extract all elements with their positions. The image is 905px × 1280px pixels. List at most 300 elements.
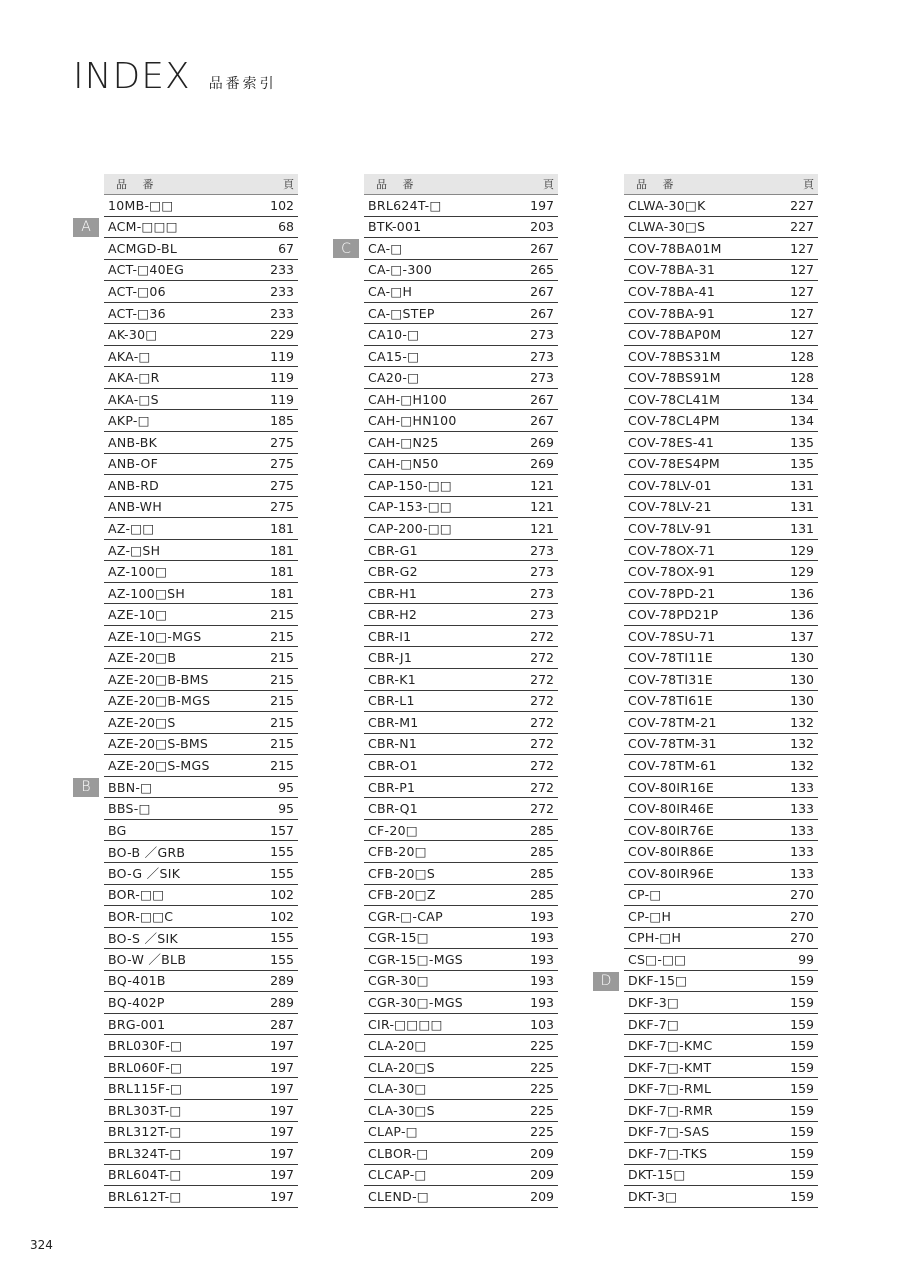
page-reference: 215 xyxy=(270,757,294,773)
part-number: CFB-20□ xyxy=(368,844,427,860)
index-row xyxy=(104,1186,298,1208)
index-row xyxy=(364,410,558,432)
index-row xyxy=(104,647,298,669)
part-number: ACMGD-BL xyxy=(108,240,178,256)
index-row xyxy=(104,928,298,950)
page-reference: 193 xyxy=(530,973,554,989)
index-row xyxy=(624,475,818,497)
column-header xyxy=(364,174,558,195)
page-reference: 159 xyxy=(790,1016,814,1032)
index-row xyxy=(624,734,818,756)
index-row xyxy=(364,1186,558,1208)
part-number: CA-□STEP xyxy=(368,305,435,321)
index-row xyxy=(624,497,818,519)
page-reference: 203 xyxy=(530,219,554,235)
index-row xyxy=(624,1078,818,1100)
page-reference: 159 xyxy=(790,1038,814,1054)
page-reference: 102 xyxy=(270,908,294,924)
page-reference: 131 xyxy=(790,499,814,515)
index-column-3 xyxy=(600,174,818,1208)
page-reference: 197 xyxy=(270,1145,294,1161)
part-number: COV-78TI61E xyxy=(628,693,714,709)
index-row xyxy=(624,604,818,626)
part-number: BO-S ／SIK xyxy=(108,930,178,946)
part-number: AK-30□ xyxy=(108,327,158,343)
index-row xyxy=(364,217,558,239)
page-reference: 121 xyxy=(530,477,554,493)
page-reference: 127 xyxy=(790,305,814,321)
index-row xyxy=(624,238,818,260)
part-number: COV-78BAP0M xyxy=(628,327,722,343)
index-row xyxy=(104,798,298,820)
part-number: AKA-□S xyxy=(108,391,159,407)
page-reference: 159 xyxy=(790,1081,814,1097)
part-number: COV-80IR86E xyxy=(628,844,715,860)
part-number: BRL115F-□ xyxy=(108,1081,183,1097)
part-number: DKT-3□ xyxy=(628,1188,678,1204)
index-list xyxy=(600,195,818,1208)
index-row xyxy=(104,561,298,583)
page-reference: 233 xyxy=(270,283,294,299)
part-number: CBR-H1 xyxy=(368,585,418,601)
index-row xyxy=(104,1057,298,1079)
part-number: CLBOR-□ xyxy=(368,1145,429,1161)
part-number: CGR-30□-MGS xyxy=(368,995,464,1010)
index-row xyxy=(364,518,558,540)
page-subtitle: 品番索引 xyxy=(208,76,277,92)
part-number: DKF-7□-KMC xyxy=(628,1038,713,1054)
part-number: BO-W ／BLB xyxy=(108,952,187,968)
part-number: BRL604T-□ xyxy=(108,1167,182,1183)
index-row xyxy=(364,1035,558,1057)
part-number: CAH-□N50 xyxy=(368,456,439,472)
page-reference: 289 xyxy=(270,973,294,989)
part-number: DKF-15□ xyxy=(628,973,688,989)
page-reference: 159 xyxy=(790,1124,814,1140)
page-reference: 193 xyxy=(530,951,554,967)
page-reference: 225 xyxy=(530,1038,554,1054)
part-number: CAP-153-□□ xyxy=(368,499,453,515)
index-row xyxy=(104,324,298,346)
index-column-2 xyxy=(341,174,558,1208)
part-number: CLWA-30□K xyxy=(628,197,706,213)
page-reference: 269 xyxy=(530,456,554,472)
index-row xyxy=(364,841,558,863)
index-row xyxy=(104,540,298,562)
part-number: CGR-□-CAP xyxy=(368,908,443,924)
index-row xyxy=(364,346,558,368)
part-number: ANB-OF xyxy=(108,456,159,472)
index-row xyxy=(600,971,818,993)
index-row xyxy=(624,669,818,691)
page-reference: 119 xyxy=(270,348,294,364)
part-number: CA15-□ xyxy=(368,348,420,364)
page-reference: 135 xyxy=(790,456,814,472)
page-reference: 270 xyxy=(790,908,814,924)
index-row xyxy=(624,992,818,1014)
part-number: CBR-Q1 xyxy=(368,801,419,817)
page-reference: 128 xyxy=(790,370,814,386)
part-number: CBR-J1 xyxy=(368,650,413,666)
index-row xyxy=(364,928,558,950)
index-row xyxy=(104,303,298,325)
page-reference: 273 xyxy=(530,607,554,623)
page-reference: 272 xyxy=(530,779,554,795)
part-number: BRG-001 xyxy=(108,1016,166,1032)
page-reference: 133 xyxy=(790,822,814,838)
page-reference: 159 xyxy=(790,995,814,1010)
index-row xyxy=(624,928,818,950)
index-row xyxy=(364,540,558,562)
page-reference: 267 xyxy=(530,413,554,429)
page-reference: 272 xyxy=(530,693,554,709)
page-reference: 197 xyxy=(270,1102,294,1118)
part-number: COV-78LV-91 xyxy=(628,520,712,536)
index-row xyxy=(104,454,298,476)
part-number: DKT-15□ xyxy=(628,1167,686,1183)
part-number: AZ-100□ xyxy=(108,564,168,580)
part-number: CAH-□N25 xyxy=(368,434,439,450)
index-row xyxy=(364,885,558,907)
index-row xyxy=(624,863,818,885)
index-row xyxy=(624,626,818,648)
page-reference: 215 xyxy=(270,650,294,666)
page-reference: 181 xyxy=(270,520,294,536)
index-row xyxy=(624,389,818,411)
page-reference: 285 xyxy=(530,844,554,860)
index-row xyxy=(104,432,298,454)
part-number: BRL060F-□ xyxy=(108,1059,183,1075)
page-reference: 133 xyxy=(790,779,814,795)
page-reference: 215 xyxy=(270,714,294,730)
index-row xyxy=(364,669,558,691)
part-number: CA20-□ xyxy=(368,370,420,386)
part-number: CBR-G1 xyxy=(368,542,418,558)
page-reference: 128 xyxy=(790,348,814,364)
index-row xyxy=(81,777,298,799)
page-reference: 272 xyxy=(530,671,554,687)
part-number: BRL303T-□ xyxy=(108,1102,182,1118)
page-reference: 215 xyxy=(270,693,294,709)
part-number: AKA-□R xyxy=(108,370,160,386)
index-row xyxy=(104,626,298,648)
index-row xyxy=(104,497,298,519)
page-reference: 68 xyxy=(278,219,294,235)
part-number: COV-78OX-91 xyxy=(628,564,716,580)
page-reference: 272 xyxy=(530,736,554,752)
part-number: COV-80IR76E xyxy=(628,822,715,838)
index-row xyxy=(364,1078,558,1100)
page-reference: 132 xyxy=(790,714,814,730)
index-row xyxy=(624,949,818,971)
index-row xyxy=(104,712,298,734)
index-row xyxy=(364,777,558,799)
part-number: COV-78TI11E xyxy=(628,650,714,666)
page-reference: 225 xyxy=(530,1081,554,1097)
part-number: BRL312T-□ xyxy=(108,1124,182,1140)
part-number: BBN-□ xyxy=(108,779,153,795)
page-reference: 129 xyxy=(790,542,814,558)
part-number: AKA-□ xyxy=(108,348,151,364)
page-reference: 225 xyxy=(530,1059,554,1075)
part-number: COV-78CL41M xyxy=(628,391,721,407)
index-row xyxy=(104,260,298,282)
part-number: AZE-20□B xyxy=(108,650,177,666)
page-reference: 127 xyxy=(790,262,814,278)
part-number: DKF-7□-RMR xyxy=(628,1102,713,1118)
part-number: CA-□H xyxy=(368,283,413,299)
page-reference: 193 xyxy=(530,930,554,946)
page-reference: 155 xyxy=(270,844,294,860)
index-row xyxy=(624,324,818,346)
part-number: COV-78BS31M xyxy=(628,348,721,364)
part-number: CAH-□H100 xyxy=(368,391,447,407)
part-number: CP-□ xyxy=(628,887,662,903)
page-reference: 181 xyxy=(270,585,294,601)
part-number: DKF-7□-RML xyxy=(628,1081,712,1097)
page-header xyxy=(73,56,277,97)
part-number: BOR-□□C xyxy=(108,908,174,924)
page-reference: 133 xyxy=(790,801,814,817)
part-number: CBR-O1 xyxy=(368,757,418,773)
index-row xyxy=(104,1143,298,1165)
page-reference: 273 xyxy=(530,542,554,558)
part-number: BQ-402P xyxy=(108,995,165,1010)
index-list xyxy=(81,195,298,1208)
index-row xyxy=(104,1014,298,1036)
index-row xyxy=(364,1143,558,1165)
part-number: BOR-□□ xyxy=(108,887,165,903)
index-row xyxy=(104,906,298,928)
part-number: BO-B ／GRB xyxy=(108,844,186,860)
part-number: AKP-□ xyxy=(108,413,150,429)
part-number: BRL030F-□ xyxy=(108,1038,183,1054)
part-number: CAP-150-□□ xyxy=(368,477,453,493)
page-reference: 131 xyxy=(790,477,814,493)
part-number: CGR-15□-MGS xyxy=(368,951,464,967)
index-row xyxy=(624,346,818,368)
page-reference: 130 xyxy=(790,693,814,709)
page-reference: 275 xyxy=(270,477,294,493)
index-row xyxy=(624,540,818,562)
part-number: COV-80IR46E xyxy=(628,801,715,817)
page-reference: 267 xyxy=(530,391,554,407)
index-row xyxy=(624,691,818,713)
part-number: BO-G ／SIK xyxy=(108,866,181,882)
part-number: AZE-20□S-MGS xyxy=(108,757,210,773)
page-reference: 135 xyxy=(790,434,814,450)
part-number: CLA-30□ xyxy=(368,1081,427,1097)
index-row xyxy=(364,260,558,282)
index-column-1 xyxy=(81,174,298,1208)
part-number: ACM-□□□ xyxy=(108,219,178,235)
part-number: AZE-20□S-BMS xyxy=(108,736,209,752)
page-reference: 67 xyxy=(278,240,294,256)
part-number: BQ-401B xyxy=(108,973,166,989)
part-number: CBR-H2 xyxy=(368,607,418,623)
part-number: ANB-BK xyxy=(108,434,158,450)
page-reference: 193 xyxy=(530,908,554,924)
index-row xyxy=(624,561,818,583)
index-row xyxy=(364,863,558,885)
index-row xyxy=(624,1165,818,1187)
page-reference: 272 xyxy=(530,650,554,666)
page-reference: 133 xyxy=(790,844,814,860)
index-row xyxy=(624,1186,818,1208)
index-row xyxy=(624,906,818,928)
part-number: CLA-30□S xyxy=(368,1102,435,1118)
page-reference: 197 xyxy=(530,197,554,213)
index-row xyxy=(104,195,298,217)
part-number: CA-□-300 xyxy=(368,262,433,278)
part-number: DKF-7□ xyxy=(628,1016,680,1032)
page-reference: 215 xyxy=(270,628,294,644)
index-row xyxy=(104,971,298,993)
index-row xyxy=(364,712,558,734)
index-row xyxy=(104,949,298,971)
index-row xyxy=(624,1035,818,1057)
index-row xyxy=(364,691,558,713)
page-reference: 131 xyxy=(790,520,814,536)
part-number: ANB-WH xyxy=(108,499,163,515)
page-reference: 155 xyxy=(270,930,294,946)
part-number: COV-78TM-31 xyxy=(628,736,717,752)
part-number: CLCAP-□ xyxy=(368,1167,427,1183)
page-reference: 136 xyxy=(790,585,814,601)
index-row xyxy=(364,1165,558,1187)
index-row xyxy=(364,561,558,583)
index-row xyxy=(104,669,298,691)
part-number: COV-78ES-41 xyxy=(628,434,715,450)
part-number: ACT-□36 xyxy=(108,305,166,321)
index-row xyxy=(364,906,558,928)
index-row xyxy=(624,755,818,777)
page-reference: 209 xyxy=(530,1167,554,1183)
part-number: CLEND-□ xyxy=(368,1188,429,1204)
index-row xyxy=(624,712,818,734)
index-row xyxy=(104,755,298,777)
index-row xyxy=(104,475,298,497)
index-row xyxy=(364,432,558,454)
index-row xyxy=(624,798,818,820)
part-number: CBR-M1 xyxy=(368,714,419,730)
index-row xyxy=(364,820,558,842)
index-row xyxy=(104,992,298,1014)
page-reference: 127 xyxy=(790,240,814,256)
part-number: CBR-G2 xyxy=(368,564,418,580)
index-row xyxy=(364,389,558,411)
index-row xyxy=(104,691,298,713)
part-number: CLA-20□S xyxy=(368,1059,435,1075)
page-reference: 275 xyxy=(270,456,294,472)
page-reference: 159 xyxy=(790,1167,814,1183)
index-row xyxy=(104,604,298,626)
index-row xyxy=(104,1165,298,1187)
index-row xyxy=(104,367,298,389)
page-reference: 181 xyxy=(270,542,294,558)
index-row xyxy=(624,1057,818,1079)
part-number: CAP-200-□□ xyxy=(368,520,453,536)
index-row xyxy=(624,1143,818,1165)
page-reference: 102 xyxy=(270,197,294,213)
part-number: BBS-□ xyxy=(108,801,151,817)
index-row xyxy=(624,777,818,799)
index-row xyxy=(364,195,558,217)
page-reference: 155 xyxy=(270,865,294,881)
index-row xyxy=(104,1122,298,1144)
index-row xyxy=(104,518,298,540)
index-row xyxy=(624,303,818,325)
part-number: COV-78BS91M xyxy=(628,370,721,386)
page-reference: 215 xyxy=(270,607,294,623)
page-reference: 157 xyxy=(270,822,294,838)
index-row xyxy=(624,367,818,389)
index-row xyxy=(104,346,298,368)
index-row xyxy=(624,820,818,842)
index-row xyxy=(104,1100,298,1122)
part-number: CIR-□□□□ xyxy=(368,1016,443,1032)
page-reference: 233 xyxy=(270,262,294,278)
page-reference: 102 xyxy=(270,887,294,903)
index-row xyxy=(624,1122,818,1144)
part-number: CFB-20□Z xyxy=(368,887,436,903)
part-number: COV-78BA-31 xyxy=(628,262,716,278)
part-number: COV-78CL4PM xyxy=(628,413,720,429)
section-letter-tab: B xyxy=(73,778,99,797)
page-reference: 285 xyxy=(530,822,554,838)
page-reference: 136 xyxy=(790,607,814,623)
index-row xyxy=(624,217,818,239)
part-number: ACT-□40EG xyxy=(108,262,185,278)
index-row xyxy=(104,734,298,756)
part-number: CA10-□ xyxy=(368,327,420,343)
part-number: CBR-P1 xyxy=(368,779,416,795)
page-reference: 227 xyxy=(790,197,814,213)
page-reference: 267 xyxy=(530,305,554,321)
part-number: CGR-30□ xyxy=(368,973,429,989)
page-reference: 273 xyxy=(530,348,554,364)
index-row xyxy=(104,281,298,303)
index-row xyxy=(364,626,558,648)
index-row xyxy=(104,1035,298,1057)
part-number: CP-□H xyxy=(628,908,672,924)
page-reference: 181 xyxy=(270,564,294,580)
page-reference: 155 xyxy=(270,951,294,967)
page-reference: 273 xyxy=(530,370,554,386)
part-number: AZ-□SH xyxy=(108,542,161,558)
page-reference: 119 xyxy=(270,370,294,386)
page-reference: 159 xyxy=(790,973,814,989)
page-reference: 289 xyxy=(270,995,294,1010)
index-row xyxy=(364,497,558,519)
part-number: COV-78OX-71 xyxy=(628,542,716,558)
column-header xyxy=(104,174,298,195)
index-row xyxy=(364,454,558,476)
part-number: AZE-20□S xyxy=(108,714,176,730)
page-reference: 197 xyxy=(270,1188,294,1204)
part-number: DKF-3□ xyxy=(628,995,680,1010)
part-number: COV-78PD21P xyxy=(628,607,719,623)
part-number: AZE-10□ xyxy=(108,607,168,623)
part-number: COV-78TM-61 xyxy=(628,757,717,773)
part-number: COV-78LV-01 xyxy=(628,477,712,493)
page-reference: 159 xyxy=(790,1145,814,1161)
page-reference: 95 xyxy=(278,801,294,817)
page-reference: 130 xyxy=(790,671,814,687)
header-part-number: 品 番 xyxy=(116,178,160,191)
index-row xyxy=(104,410,298,432)
section-letter-tab: D xyxy=(593,972,619,991)
